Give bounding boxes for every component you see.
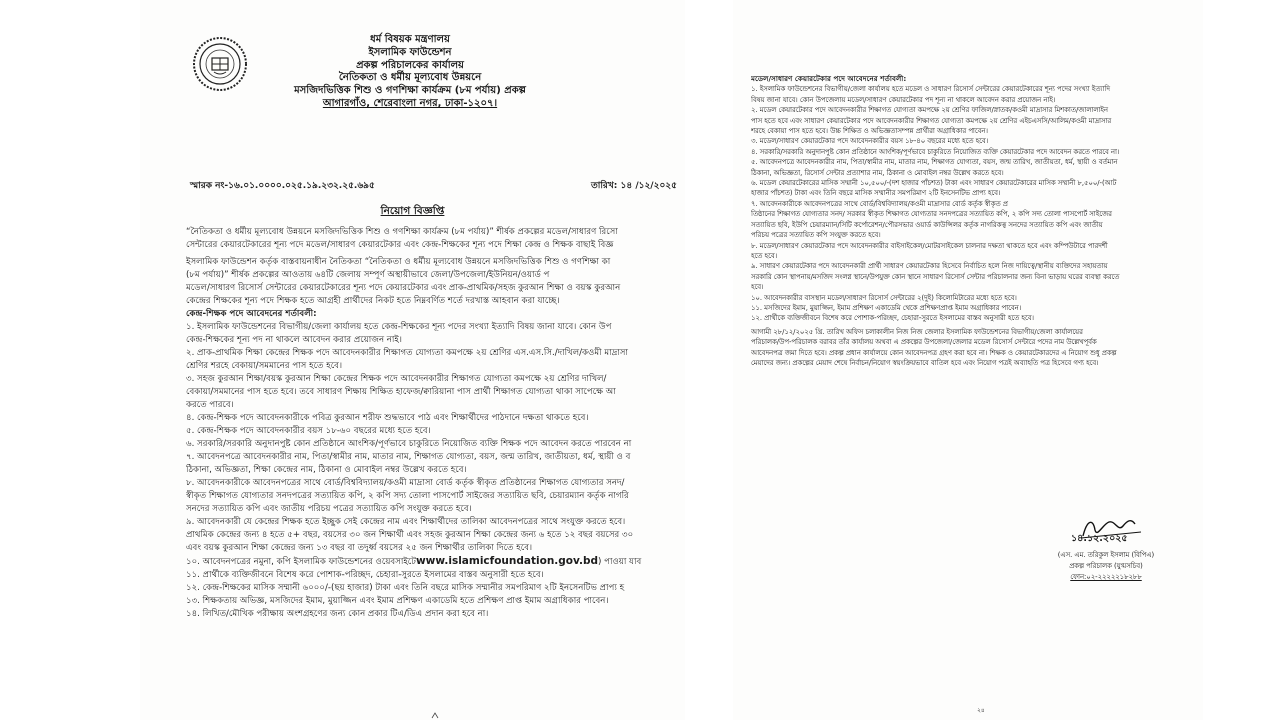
text-line bbox=[751, 230, 1196, 240]
address-line: আগারগাঁও, শেরেবাংলা নগর, ঢাকা-১২০৭। bbox=[322, 97, 498, 109]
text-line bbox=[751, 116, 1196, 126]
text-line bbox=[751, 157, 1196, 167]
page-gap bbox=[686, 0, 732, 720]
line-text: ৯. আবেদনকারী যে কেন্দ্রের শিক্ষক হতে ইচ্ছুক সেই কেন্দ্রের নাম এবং শিক্ষার্থীদের তালিকা আবেদনপত্রের সাথে সংযুক্ত করতে হবে। bbox=[186, 517, 626, 527]
line-text: ১০. আবেদনকারীর বাসস্থান মডেল/সাধারণ রিসোর্স সেন্টারের ২(দুই) কিলোমিটারের মধ্যে হতে হবে। bbox=[751, 293, 1017, 302]
text-line bbox=[751, 126, 1196, 136]
text-line bbox=[186, 386, 685, 399]
signatory-name: (এস. এম. তরিকুল ইসলাম (বিপিএ) bbox=[1057, 551, 1155, 559]
signature-date: ১৪.১২.২০২৫ bbox=[1071, 533, 1128, 544]
line-text: ৮. মডেল/সাধারণ কেয়ারটেকার পদে আবেদনকারীর বাইসাইকেল/মোটরসাইকেল চালনার দক্ষতা থাকতে হবে এবং কম্পিউটারে পারদর্শী bbox=[751, 241, 1108, 250]
page-number: ২৪ bbox=[977, 707, 985, 714]
memo-reference: স্মারক নং-১৬.০১.০০০০.০২৫.১৯.২৩২.২৫.৬৯৫ bbox=[190, 181, 375, 191]
text-line bbox=[186, 555, 685, 569]
text-line bbox=[751, 282, 1196, 292]
signatory-block bbox=[1031, 550, 1181, 583]
line-text: সরকারি কোন স্থাপনায়/মসজিদ সংলগ্ন স্থানে/উপযুক্ত কোন স্থানে সাধারণ রিসোর্স সেন্টার পরিচালনার জন্য বিনা ভাড়ায় ঘরের ব্যবস্থা করতে bbox=[751, 272, 1120, 281]
text-line bbox=[751, 147, 1196, 157]
line-text: ইসলামিক ফাউন্ডেশন কর্তৃক বাস্তবায়নাধীন নৈতিকতা “নৈতিকতা ও ধর্মীয় মূল্যবোধ উন্নয়নে মসজিদভিত্তিক শিশু ও গণশিক্ষা কা bbox=[186, 257, 611, 267]
text-line bbox=[186, 373, 685, 386]
line-text: পরিচয় পত্রের সত্যায়িত কপি সংযুক্ত করতে হবে। bbox=[751, 231, 881, 240]
text-line bbox=[751, 303, 1196, 313]
line-text: (৮ম পর্যায়)” শীর্ষক প্রকল্পের আওতায় ৬৪টি জেলায় সম্পূর্ণ অস্থায়ীভাবে জেলা/উপজেলা/ইউনিয়ন/ওয়ার্ড প bbox=[186, 270, 550, 280]
line-text: মেয়াদের জন্য। প্রকল্পের মেয়াদ শেষে নির্বাচন/নিয়োগ স্বয়ংক্রিয়ভাবে বাতিল হবে এবং নিয়োগ পত্রই অব্যাহতি পত্র হিসেবে গণ্য হবে। bbox=[751, 358, 1099, 367]
text-line bbox=[751, 348, 1196, 358]
line-text: “নৈতিকতা ও ধর্মীয় মূল্যবোধ উন্নয়নে মসজিদভিত্তিক শিশু ও গণশিক্ষা কার্যক্রম (৮ম পর্যায়)” শীর্ষক প্রকল্পের মডেল/সাধারণ রিসো bbox=[186, 227, 618, 237]
notice-title: নিয়োগ বিজ্ঞপ্তি bbox=[380, 205, 445, 217]
text-line bbox=[751, 178, 1196, 188]
line-text: আবেদনপত্র জমা দিতে হবে। প্রকল্প প্রধান কার্যালয়ে কোন আবেদনপত্র গ্রহণ করা হবে না। শিক্ষক ও কেয়ারটেকারদের এ নিয়োগ শুধু প্রকল্প bbox=[751, 348, 1117, 357]
line-text: ১. ইসলামিক ফাউন্ডেশনের বিভাগীয়/জেলা কার্যালয় হতে মডেল ও সাধারণ রিসোর্স সেন্টারের কেয়ারটেকারের শূন্য পদের সংখ্যা ইত্যাদি bbox=[751, 85, 1110, 94]
line-text: ৭. আবেদনকারীকে আবেদনপত্রের সাথে বোর্ড/বিশ্ববিদ্যালয়/কওমী মাদ্রাসার বোর্ড কর্তৃক স্বীকৃত প্র bbox=[751, 199, 1008, 208]
line-text: আগামী ২৮/১২/২০২৫ খ্রি. তারিখ অফিস চলাকালীন নিজ নিজ জেলার ইসলামিক ফাউন্ডেশনের বিভাগীয়/জেলা কার্যালয়ের bbox=[751, 327, 1083, 336]
line-tail: ) পাওয়া যাব bbox=[598, 557, 642, 567]
islamic-foundation-seal bbox=[192, 36, 248, 92]
text-line bbox=[751, 241, 1196, 251]
text-line bbox=[751, 327, 1196, 337]
line-text: ৫. আবেদনপত্রে আবেদনকারীর নাম, পিতা/স্বামীর নাম, মাতার নাম, শিক্ষাগত যোগ্যতা, বয়স, জন্ম তারিখ, জাতীয়তা, ধর্ম, স্থায়ী ও বর্তমান bbox=[751, 158, 1118, 167]
line-text: ১১. প্রার্থীকে ব্যক্তিজীবনে বিশেষ করে পোশাক-পরিচ্ছদ, চেহারা-সুরতে ইসলামের বাস্তব অনুসারী হতে হবে। bbox=[186, 570, 544, 580]
line-text: ৪. কেন্দ্র-শিক্ষক পদে আবেদনকারীকে পবিত্র কুরআন শরীফ শুদ্ধভাবে পাঠ এবং শিক্ষার্থীদের পাঠদানে দক্ষতা থাকতে হবে। bbox=[186, 413, 589, 423]
text-line bbox=[751, 188, 1196, 198]
section-heading bbox=[751, 74, 1196, 84]
line-text: বিষয় জানা যাবে। কোন উপজেলায় মডেল/সাধারণ কেয়ারটেকার পদ শূন্য না থাকলে আবেদন করার প্রয়োজন নাই। bbox=[751, 95, 1056, 104]
line-text: ১২. কেন্দ্র-শিক্ষকের মাসিক সম্মানী ৬০০০/-(ছয় হাজার) টাকা এবং তিনি বছরে মাসিক সম্মানীর সমপরিমাণ ২টি ইনসেনটিভ প্রাপ্য হ bbox=[186, 583, 625, 593]
line-text: কেন্দ্র-শিক্ষকের শূন্য পদ না থাকলে আবেদন করার প্রয়োজন নাই। bbox=[186, 335, 402, 345]
line-text: ৫. কেন্দ্র-শিক্ষক পদে আবেদনকারীর বয়স ১৮-৬০ বছরের মধ্যে হতে হবে। bbox=[186, 426, 431, 436]
text-line bbox=[186, 451, 685, 464]
line-text: ২. মডেল কেয়ারটেকার পদে আবেদনকারীর শিক্ষাগত যোগ্যতা কমপক্ষে ২য় শ্রেণির ফাজিল/স্নাতক/কওমী মাদ্রাসার মিশকাত/জালালাইন bbox=[751, 106, 1108, 115]
text-line bbox=[186, 334, 685, 347]
section-heading bbox=[186, 308, 685, 321]
signatory-designation: প্রকল্প পরিচালক (যুগ্মসচিব) bbox=[1069, 562, 1143, 570]
text-line bbox=[186, 542, 685, 555]
text-line bbox=[751, 105, 1196, 115]
memo-date: তারিখ: ১৪ /১২/২০২৫ bbox=[590, 181, 677, 191]
line-text: সত্যায়িত ছবি, ইউপি চেয়ারম্যান/সিটি কর্পোরেশন/পৌরসভার ওয়ার্ড কাউন্সিলর কর্তৃক নাগরিকত্ব সনদের সত্যায়িত কপি এবং জাতীয় bbox=[751, 220, 1103, 229]
line-text: ২. প্রাক-প্রাথমিক শিক্ষা কেন্দ্রের শিক্ষক পদে আবেদনকারীর শিক্ষাগত যোগ্যতা কমপক্ষে ২য় শ্রেণির এস.এস.সি./দাখিল/কওমী মাদ্রাসা bbox=[186, 348, 628, 358]
notice-page-right bbox=[733, 0, 1203, 720]
notice-page-left bbox=[140, 0, 685, 720]
text-line bbox=[751, 84, 1196, 94]
line-text: হাজার পাঁচশত) টাকা এবং তিনি বছরে মাসিক সম্মানীর সমপরিমাণ ২টি ইনসেনটিভ প্রাপ্য হবে। bbox=[751, 189, 1001, 198]
line-text: প্রাথমিক কেন্দ্রের জন্য ৪ হতে ৫+ বছর, বয়সের ৩০ জন শিক্ষার্থী এবং সহজ কুরআন শিক্ষা কেন্দ্রের জন্য ৬ হতে ১২ বছর বয়সের ৩০ bbox=[186, 530, 634, 540]
line-text: স্বীকৃত শিক্ষাগত যোগ্যতার সনদপত্রের সত্যায়িত কপি, ২ কপি সদ্য তোলা পাসপোর্ট সাইজের সত্যায়িত ছবি, চেয়ারম্যান কর্তৃক নাগরি bbox=[186, 491, 629, 501]
text-line bbox=[751, 272, 1196, 282]
line-text: হতে হবে। bbox=[751, 251, 778, 260]
line-text: শরহে বেকায়া পাস হতে হবে। উচ্চ শিক্ষিত ও অভিজ্ঞতাসম্পন্ন প্রার্থীরা অগ্রাধিকার পাবেন। bbox=[751, 127, 988, 136]
line-text: ৮. আবেদনকারীকে আবেদনপত্রের সাথে বোর্ড/বিশ্ববিদ্যালয়/কওমী মাদ্রাসা বোর্ড কর্তৃক স্বীকৃত প্রতিষ্ঠানের শিক্ষাগত যোগ্যতার সনদ/ bbox=[186, 478, 625, 488]
text-line bbox=[751, 313, 1196, 323]
line-text: ১৩. শিক্ষকতায় অভিজ্ঞ, মসজিদের ইমাম, মুয়াজ্জিন এবং ইমাম প্রশিক্ষণ একাডেমি হতে প্রশিক্ষণ প্রাপ্ত ইমাম অগ্রাধিকার পাবেন। bbox=[186, 596, 609, 606]
text-line bbox=[186, 425, 685, 438]
office-name: প্রকল্প পরিচালকের কার্যালয় bbox=[356, 59, 464, 71]
text-line bbox=[186, 503, 685, 516]
text-line bbox=[186, 295, 685, 308]
line-text: পরিচালক/উপ-পরিচালক বরাবর তাঁর কার্যালয় অথবা এ প্রকল্পের উপজেলা/জেলার মডেল রিসোর্স সেন্টারে পদের নাম উল্লেখপূর্বক bbox=[751, 338, 1097, 347]
line-text: কেন্দ্র-শিক্ষক পদে আবেদনের শর্তাবলী: bbox=[186, 309, 317, 319]
text-line bbox=[186, 490, 685, 503]
project-line-2: মসজিদভিত্তিক শিশু ও গণশিক্ষা কার্যক্রম (৮ম পর্যায়) প্রকল্প bbox=[294, 85, 526, 97]
notice-body-right bbox=[751, 74, 1196, 368]
line-text: ৪. সরকারি/সরকারি অনুদানপুষ্ট কোন প্রতিষ্ঠানে আংশিক/পূর্ণভাবে চাকুরিতে নিয়োজিত ব্যক্তি কেয়ারটেকার পদে আবেদন করতে পারবে না। bbox=[751, 147, 1120, 156]
line-text: ১২. প্রার্থীকে ব্যক্তিজীবনে বিশেষ করে পোশাক-পরিচ্ছদ, চেহারা-সুরতে ইসলামের বাস্তব অনুসারী হতে হবে। bbox=[751, 314, 1034, 323]
organization-name: ইসলামিক ফাউন্ডেশন bbox=[368, 46, 452, 58]
scan-mark bbox=[430, 710, 440, 720]
line-text: করতে পারবে। bbox=[186, 400, 234, 410]
project-line-1: নৈতিকতা ও ধর্মীয় মূল্যবোধ উন্নয়নে bbox=[338, 72, 482, 84]
text-line bbox=[186, 269, 685, 282]
text-line bbox=[186, 529, 685, 542]
text-line bbox=[751, 358, 1196, 368]
text-line bbox=[186, 464, 685, 477]
line-text: শ্রেণির শরহে বেকায়া/সমমানের পাস হতে হবে। bbox=[186, 361, 343, 371]
line-text: সেন্টারের কেয়ারটেকারের শূন্য পদে মডেল/সাধারণ কেয়ারটেকার এবং কেন্দ্র-শিক্ষকের শূন্য পদে শিক্ষা কেন্দ্র ও শিক্ষক বাছাই বিজ্ঞ bbox=[186, 240, 614, 250]
line-text: ৬. সরকারি/সরকারি অনুদানপুষ্ট কোন প্রতিষ্ঠানে আংশিক/পূর্ণভাবে চাকুরিতে নিয়োজিত ব্যক্তি শিক্ষক পদে আবেদন করতে পারবেন না bbox=[186, 439, 632, 449]
line-text: ঠিকানা, অভিজ্ঞতা, রিসোর্স সেন্টার প্রত্যাশার নাম, ঠিকানা ও মোবাইল নম্বর উল্লেখ করতে হবে। bbox=[751, 168, 1004, 177]
signatory-phone: ফোন:০২-২২২২২১৮২৮৮ bbox=[1070, 573, 1142, 581]
line-text: মডেল/সাধারণ রিসোর্স সেন্টারের কেয়ারটেকারের শূন্য পদে কেয়ারটেকার এবং প্রাক-প্রাথমিক/সহজ কুরআন শিক্ষা ও বয়স্ক কুরআন bbox=[186, 283, 621, 293]
text-line bbox=[751, 261, 1196, 271]
text-line bbox=[186, 256, 685, 269]
text-line bbox=[186, 239, 685, 252]
line-text: ঠিকানা, অভিজ্ঞতা, শিক্ষা কেন্দ্রের নাম, ঠিকানা ও মোবাইল নম্বর উল্লেখ করতে হবে। bbox=[186, 465, 467, 475]
text-line bbox=[186, 226, 685, 239]
text-line bbox=[186, 516, 685, 529]
text-line bbox=[186, 595, 685, 608]
text-line bbox=[186, 360, 685, 373]
text-line bbox=[186, 582, 685, 595]
line-text: ১০. আবেদনপত্রের নমুনা, কপি ইসলামিক ফাউন্ডেশনের ওয়েবসাইটে bbox=[186, 557, 416, 567]
text-line bbox=[186, 347, 685, 360]
text-line bbox=[186, 608, 685, 621]
line-text: ১১. মসজিদের ইমাম, মুয়াজ্জিন, ইমাম প্রশিক্ষণ একাডেমি থেকে প্রশিক্ষণপ্রাপ্ত ইমাম অগ্রাধিকার পাবেন। bbox=[751, 303, 1022, 312]
line-text: ৩. মডেল/সাধারণ কেয়ারটেকার পদে আবেদনকারীর বয়স ১৮-৪০ বছরের মধ্যে হতে হবে। bbox=[751, 137, 989, 146]
text-line bbox=[751, 168, 1196, 178]
line-text: সনদের সত্যায়িত কপি এবং জাতীয় পরিচয় পত্রের সত্যায়িত কপি সংযুক্ত করতে হবে। bbox=[186, 504, 472, 514]
text-line bbox=[751, 337, 1196, 347]
line-text: তিষ্ঠানের শিক্ষাগত যোগ্যতার সনদ/ সরকার স্বীকৃত শিক্ষাগত যোগ্যতার সনদপত্রের সত্যায়িত কপি, ২ কপি সদ্য তোলা পাসপোর্ট সাইজের bbox=[751, 210, 1112, 219]
text-line bbox=[751, 199, 1196, 209]
text-line bbox=[751, 220, 1196, 230]
text-line bbox=[186, 321, 685, 334]
website-link[interactable]: www.islamicfoundation.gov.bd bbox=[415, 555, 599, 567]
text-line bbox=[751, 95, 1196, 105]
text-line bbox=[186, 569, 685, 582]
letterhead bbox=[260, 34, 560, 111]
text-line bbox=[186, 399, 685, 412]
text-line bbox=[186, 438, 685, 451]
text-line bbox=[751, 209, 1196, 219]
line-text: পাস হতে হবে এবং সাধারণ কেয়ারটেকার পদে আবেদনকারীর শিক্ষাগত যোগ্যতা কমপক্ষে ২য় শ্রেণির এইচএসসি/আলিম/কওমী মাদ্রাসার bbox=[751, 116, 1112, 125]
text-line bbox=[186, 282, 685, 295]
line-text: বেকায়া/সমমানের পাস হতে হবে। তবে সাধারণ শিক্ষায় শিক্ষিত হাফেজ/ক্বারিয়ানা পাস প্রার্থী শিক্ষাগত যোগ্যতা থাকা সাপেক্ষে আ bbox=[186, 387, 616, 397]
text-line bbox=[751, 251, 1196, 261]
text-line bbox=[186, 412, 685, 425]
line-text: ৭. আবেদনপত্রে আবেদনকারীর নাম, পিতা/স্বামীর নাম, মাতার নাম, শিক্ষাগত যোগ্যতা, বয়স, জন্ম তারিখ, জাতীয়তা, ধর্ম, স্থায়ী ও ব bbox=[186, 452, 631, 462]
ministry-name: ধর্ম বিষয়ক মন্ত্রণালয় bbox=[370, 34, 450, 45]
text-line bbox=[751, 293, 1196, 303]
line-text: হবে। bbox=[751, 283, 764, 292]
line-text: ১৪. লিখিত/মৌখিক পরীক্ষায় অংশগ্রহণের জন্য কোন প্রকার টিএ/ডিএ প্রদান করা হবে না। bbox=[186, 609, 489, 619]
text-line bbox=[186, 477, 685, 490]
line-text: ৯. সাধারণ কেয়ারটেকার পদে আবেদনকারী প্রার্থী সাধারণ কেয়ারটেকার হিসেবে নির্বাচিত হলে নিজ দায়িত্বে/স্থানীয় ব্যক্তিদের সহায়তায় bbox=[751, 262, 1108, 271]
line-text: ৩. সহজ কুরআন শিক্ষা/বয়স্ক কুরআন শিক্ষা কেন্দ্রের শিক্ষক পদে আবেদনকারীর শিক্ষাগত যোগ্যতা কমপক্ষে ২য় শ্রেণির দাখিল/ bbox=[186, 374, 607, 384]
line-text: ৬. মডেল কেয়ারটেকারের মাসিক সম্মানী ১০,৫০০/-(দশ হাজার পাঁচশত) টাকা এবং সাধারণ কেয়ারটেকারের মাসিক সম্মানী ৮,৫০০/-(আট bbox=[751, 179, 1117, 188]
line-text: মডেল/সাধারণ কেয়ারটেকার পদে আবেদনের শর্তাবলী: bbox=[751, 74, 907, 83]
line-text: ১. ইসলামিক ফাউন্ডেশনের বিভাগীয়/জেলা কার্যালয় হতে কেন্দ্র-শিক্ষকের শূন্য পদের সংখ্যা ইত্যাদি বিষয় জানা যাবে। কোন উপ bbox=[186, 322, 612, 332]
notice-body-left bbox=[186, 226, 685, 621]
line-text: এবং বয়স্ক কুরআন শিক্ষা কেন্দ্রের জন্য ১৩ বছর বা তদুর্ধ্ব বয়সের ২৫ জন শিক্ষার্থীর তালিকা দিতে হবে। bbox=[186, 543, 533, 553]
line-text: কেন্দ্রের শিক্ষকের শূন্য পদে শিক্ষক হতে আগ্রহী প্রার্থীদের নিকট হতে নিম্নবর্ণিত শর্তে দরখাস্ত আহবান করা যাচ্ছে। bbox=[186, 296, 560, 306]
text-line bbox=[751, 136, 1196, 146]
